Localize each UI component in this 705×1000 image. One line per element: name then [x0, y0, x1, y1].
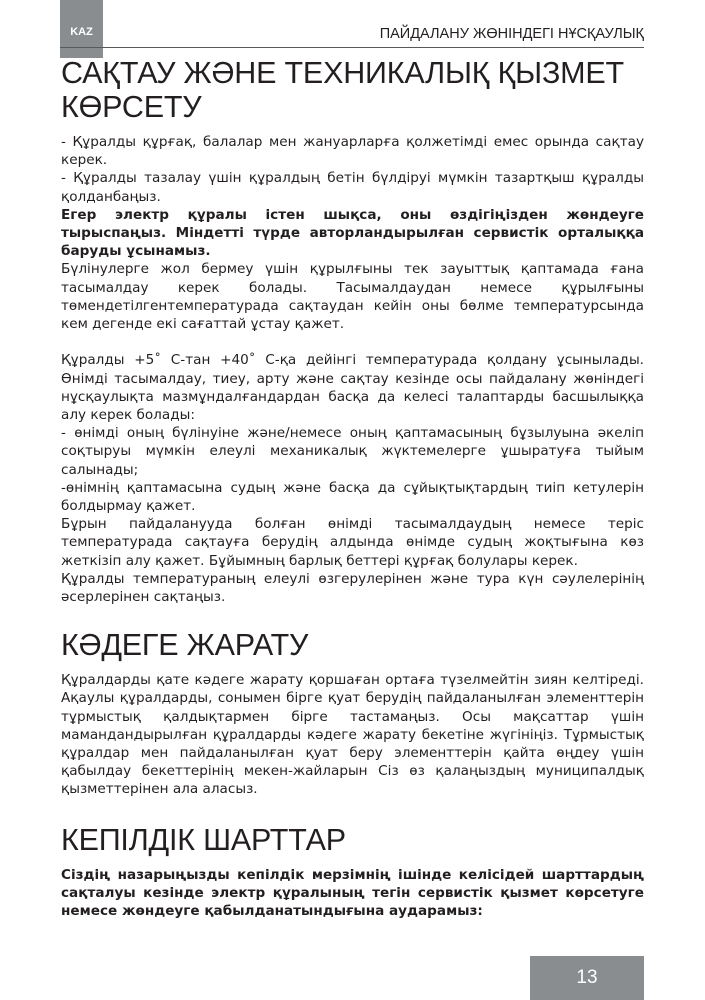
page-number: 13	[530, 956, 644, 1000]
storage-heading: САҚТАУ ЖӘНЕ ТЕХНИКАЛЫҚ ҚЫЗМЕТ КӨРСЕТУ	[61, 56, 624, 124]
disposal-heading: КӘДЕГЕ ЖАРАТУ	[61, 628, 309, 663]
storage-paragraph: Бұрын пайдаланууда болған өнімді тасымалдаудың немесе теріс температурада сақтауға берудің алдында өнімде судың жоқтығына көз жеткізіп алу қажет. Бұйымның барлық беттері құрғақ болулары керек.	[61, 516, 644, 569]
disposal-paragraph: Құралдарды қате кәдеге жарату қоршаған ортаға түзелмейтін зиян келтіреді. Ақаулы құралдарды, сонымен бірге қуат берудің пайдаланылған элементтерін тұрмыстық қалдықтармен бірге тастамаңыз. Осы мақсаттар үшін мамандандырылған құралдарды кәдеге жарату бекетіне жүгініңіз. Тұрмыстық құралдар мен пайдаланылған қуат беру элементтерін қайта өңдеу үшін қабылдау бекеттерінің мекен-жайларын Сіз өз қалаңыздың муниципалдық қызметтерінен ала аласыз.	[61, 672, 644, 798]
storage-paragraph: - Құралды тазалау үшін құралдың бетін бүлдіруі мүмкін тазартқыш құралды қолданбаңыз.	[61, 170, 644, 205]
storage-paragraph: -өнімнің қаптамасына судың және басқа да сұйықтықтардың тиіп кетулерін болдырмау қажет.	[61, 479, 644, 515]
warranty-section	[61, 823, 644, 921]
storage-paragraph: - Құралды құрғақ, балалар мен жануарларға қолжетімді емес орында сақтау керек.	[61, 134, 644, 169]
disposal-section	[61, 628, 644, 798]
language-tab: KAZ	[60, 0, 103, 58]
storage-paragraph: Құралды температураның елеулі өзгерулерінен және тура күн сәулелерінің әсерлерінен сақтаңыз.	[61, 570, 644, 606]
warranty-heading: КЕПІЛДІК ШАРТТАР	[61, 822, 346, 857]
header-title: ПАЙДАЛАНУ ЖӨНІНДЕГІ НҰСҚАУЛЫҚ	[379, 26, 644, 42]
storage-paragraph: Бүлінулерге жол бермеу үшін құрылғыны тек зауыттық қаптамада ғана тасымалдау керек болады. Тасымалдаудан немесе құрылғыны төмендетілгентемпературада сақтаудан кейін оны бөлме температурсында кем дегенде екі сағаттай ұстау қажет.	[61, 261, 644, 333]
header-divider	[60, 47, 644, 48]
page-content	[61, 56, 644, 920]
storage-paragraph: Құралды +5˚ С-тан +40˚ С-қа дейінгі температурада қолдану ұсынылады. Өнімді тасымалдау, тиеу, арту және сақтау кезінде осы пайдалану жөніндегі нұсқаулықта мазмұндалғандардан басқа да келесі талаптарды басшылыққа алу керек болады:	[61, 352, 644, 424]
warranty-paragraph: Сіздің назарыңызды кепілдік мерзімнің ішінде келісідей шарттардың сақталуы кезінде электр құралының тегін сервистік қызмет көрсетуге немесе жөндеуге қабылданатындығына аударамыз:	[61, 866, 644, 920]
storage-paragraph: - өнімді оның бүлінуіне және/немесе оның қаптамасының бұзылуына әкеліп соқтыруы мүмкін елеулі механикалық жүктемелерге ұшыратуға тыйым салынады;	[61, 425, 644, 478]
storage-warning: Егер электр құралы істен шықса, оны өздігіңізден жөндеуге тырыспаңыз. Міндетті түрде авторландырылған сервистік орталыққа баруды ұсынамыз.	[61, 206, 644, 260]
storage-section	[61, 56, 644, 606]
